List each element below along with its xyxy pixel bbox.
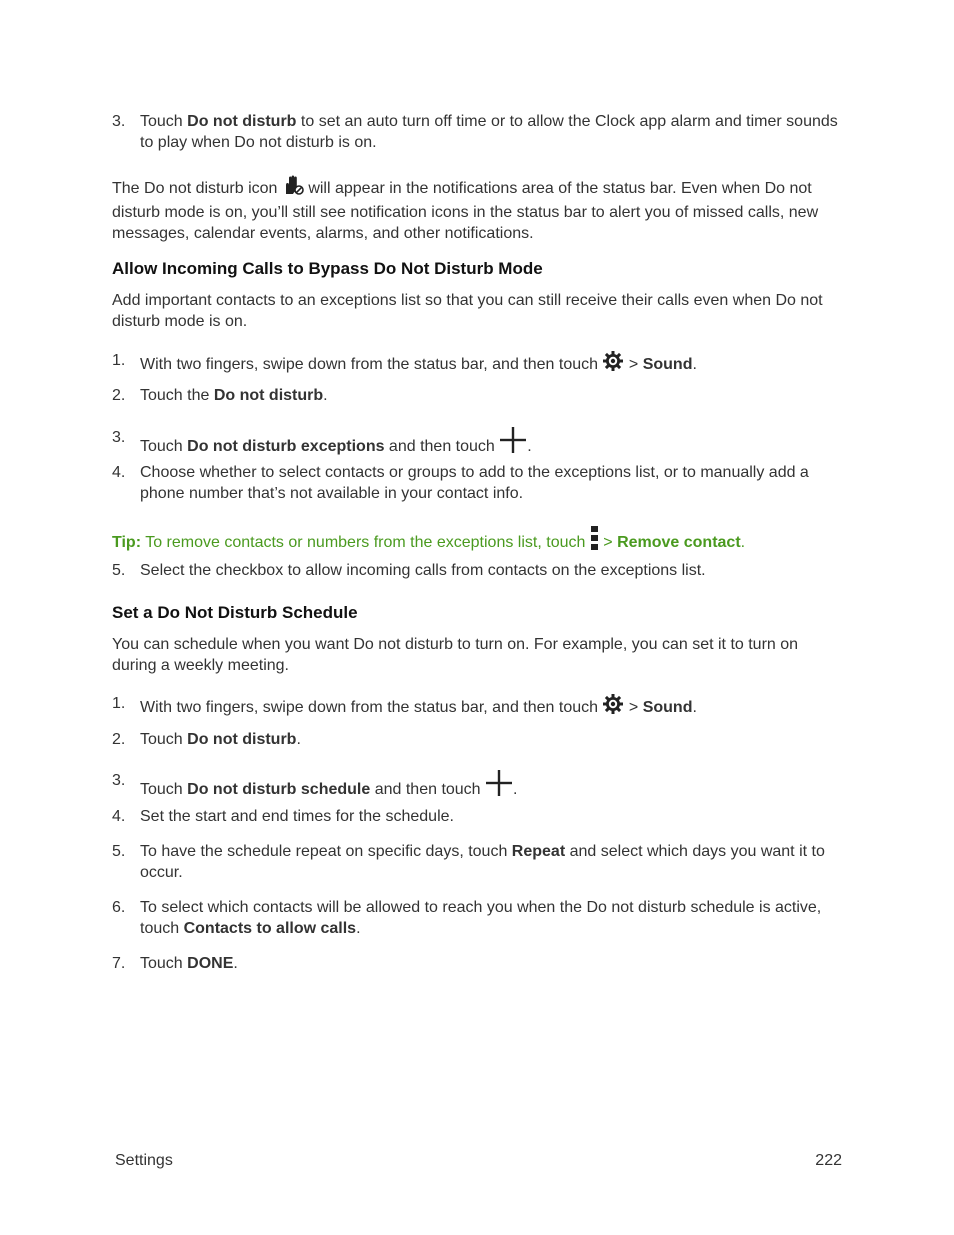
step-text: To select which contacts will be allowed to reach you when the Do not disturb schedule is active, touch Contacts to allow calls.: [140, 899, 822, 937]
step-text: Touch Do not disturb.: [140, 731, 301, 748]
step-item: [112, 897, 846, 939]
step-text: Touch the Do not disturb.: [140, 387, 328, 404]
bold-term: Do not disturb exceptions: [187, 438, 385, 455]
step-text: Touch DONE.: [140, 955, 238, 972]
bold-term: Do not disturb: [187, 113, 297, 130]
section-intro: Add important contacts to an exceptions list so that you can still receive their calls even when Do not disturb mode is on.: [112, 292, 823, 330]
step-item: [112, 729, 846, 750]
bold-term: Repeat: [511, 843, 566, 860]
step-item: [112, 770, 846, 802]
step-number: 4.: [112, 464, 126, 481]
gear-icon: [602, 350, 624, 378]
gear-icon: [602, 693, 624, 721]
step-item: [112, 462, 846, 504]
step-item: [112, 427, 846, 459]
plus-icon: [485, 770, 513, 802]
step-text: Select the checkbox to allow incoming calls from contacts on the exceptions list.: [140, 562, 706, 579]
bold-term: DONE: [187, 955, 234, 972]
plus-icon: [499, 427, 527, 459]
step-text: Touch Do not disturb schedule and then touch .: [140, 770, 846, 802]
step-item: [112, 953, 846, 974]
bold-term: Do not disturb: [213, 387, 324, 404]
step-item: [112, 560, 846, 581]
more-vertical-icon: [590, 525, 599, 557]
bold-term: Contacts to allow calls: [183, 920, 357, 937]
step-number: 5.: [112, 843, 126, 860]
bold-term: Sound: [642, 356, 693, 373]
step-number: 7.: [112, 955, 126, 972]
dnd-icon-paragraph: The Do not disturb icon will appear in the notifications area of the status bar. Even when Do not disturb mode is on, you’ll still see notification icons in the status bar to alert you of missed calls, new messages, calendar events, alarms, and other notifications.: [112, 174, 842, 244]
tip-note: Tip: To remove contacts or numbers from the exceptions list, touch > Remove contact.: [112, 525, 842, 557]
footer-section-name: Settings: [115, 1152, 173, 1169]
step-text: Touch Do not disturb exceptions and then touch .: [140, 427, 846, 459]
step-item: [112, 385, 846, 406]
step-number: 1.: [112, 352, 126, 369]
step-number: 2.: [112, 731, 126, 748]
step-item: [112, 111, 846, 153]
step-number: 4.: [112, 808, 126, 825]
step-item: [112, 806, 846, 827]
step-number: 6.: [112, 899, 126, 916]
step-text: Set the start and end times for the schedule.: [140, 808, 454, 825]
bold-term: Sound: [642, 699, 693, 716]
section-intro: You can schedule when you want Do not disturb to turn on. For example, you can set it to turn on during a weekly meeting.: [112, 636, 799, 674]
step-text: Choose whether to select contacts or groups to add to the exceptions list, or to manually add a phone number that’s not available in your contact info.: [140, 464, 809, 502]
step-text: Touch Do not disturb to set an auto turn off time or to allow the Clock app alarm and timer sounds to play when Do not disturb is on.: [140, 113, 838, 151]
step-item: [112, 841, 846, 883]
step-text: To have the schedule repeat on specific days, touch Repeat and select which days you want it to occur.: [140, 843, 825, 881]
tip-bold-term: Remove contact: [617, 534, 741, 551]
step-number: 5.: [112, 562, 126, 579]
step-item: [112, 693, 846, 721]
step-item: [112, 350, 846, 378]
step-text: With two fingers, swipe down from the status bar, and then touch > Sound.: [140, 350, 846, 378]
step-number: 1.: [112, 695, 126, 712]
step-number: 3.: [112, 429, 126, 446]
bold-term: Do not disturb: [187, 731, 297, 748]
tip-label: Tip:: [112, 534, 142, 551]
step-number: 3.: [112, 113, 126, 130]
step-number: 2.: [112, 387, 126, 404]
hand-do-not-disturb-icon: [282, 174, 304, 202]
section-heading: Set a Do Not Disturb Schedule: [112, 603, 358, 622]
step-number: 3.: [112, 772, 126, 789]
bold-term: Do not disturb schedule: [187, 781, 371, 798]
step-text: With two fingers, swipe down from the status bar, and then touch > Sound.: [140, 693, 846, 721]
section-heading: Allow Incoming Calls to Bypass Do Not Disturb Mode: [112, 259, 543, 278]
footer-page-number: 222: [815, 1152, 842, 1169]
